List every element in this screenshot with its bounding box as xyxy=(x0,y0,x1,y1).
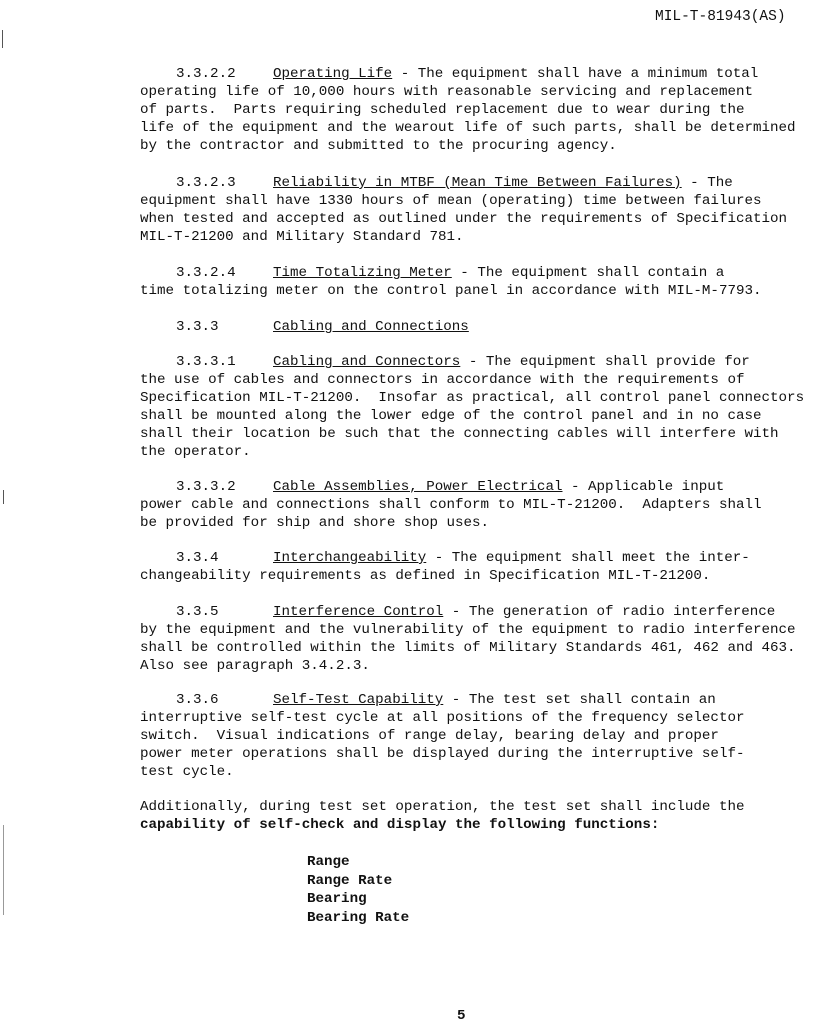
section-line: time totalizing meter on the control panel in accordance with MIL-M-7793. xyxy=(140,283,762,299)
section-line: operating life of 10,000 hours with reasonable servicing and replacement xyxy=(140,84,753,100)
section-number: 3.3.3 xyxy=(176,319,219,335)
section-3-3-6 xyxy=(140,691,830,781)
section-line: Specification MIL-T-21200. Insofar as practical, all control panel connectors xyxy=(140,390,805,406)
section-heading: Cabling and Connections xyxy=(273,319,469,335)
additional-line: capability of self-check and display the following functions: xyxy=(140,817,660,833)
section-line: - The equipment shall contain a xyxy=(451,265,725,281)
section-line: interruptive self-test cycle at all positions of the frequency selector xyxy=(140,710,745,726)
section-heading: Interchangeability xyxy=(273,550,427,566)
section-number: 3.3.3.1 xyxy=(176,354,236,370)
section-line: when tested and accepted as outlined under the requirements of Specification xyxy=(140,211,788,227)
section-number: 3.3.2.3 xyxy=(176,175,236,191)
section-line: test cycle. xyxy=(140,764,234,780)
list-item: Range xyxy=(307,854,350,870)
section-line: - The equipment shall meet the inter- xyxy=(426,550,750,566)
section-heading: Cabling and Connectors xyxy=(273,354,461,370)
section-number: 3.3.2.2 xyxy=(176,66,236,82)
page-number: 5 xyxy=(457,1008,466,1024)
section-3-3-2-2 xyxy=(140,65,830,155)
section-line: - The equipment shall provide for xyxy=(460,354,750,370)
section-3-3-3-2 xyxy=(140,478,830,532)
section-line: - The generation of radio interference xyxy=(443,604,776,620)
section-line: by the contractor and submitted to the procuring agency. xyxy=(140,138,617,154)
additional-line: Additionally, during test set operation, the test set shall include the xyxy=(140,799,745,815)
list-item: Bearing xyxy=(307,891,367,907)
section-line: power meter operations shall be displayed during the interruptive self- xyxy=(140,746,745,762)
section-line: - The test set shall contain an xyxy=(443,692,716,708)
section-3-3-5 xyxy=(140,603,830,675)
section-3-3-4 xyxy=(140,549,830,585)
section-number: 3.3.2.4 xyxy=(176,265,236,281)
section-line: shall their location be such that the connecting cables will interfere with xyxy=(140,426,779,442)
section-line: Also see paragraph 3.4.2.3. xyxy=(140,658,370,674)
section-line: the operator. xyxy=(140,444,251,460)
section-number: 3.3.4 xyxy=(176,550,219,566)
section-heading: Operating Life xyxy=(273,66,393,82)
list-item: Range Rate xyxy=(307,872,393,889)
section-line: switch. Visual indications of range delay, bearing delay and proper xyxy=(140,728,719,744)
list-item: Bearing Rate xyxy=(307,909,410,926)
section-line: life of the equipment and the wearout life of such parts, shall be determined xyxy=(140,120,796,136)
additional-paragraph xyxy=(140,798,830,834)
section-line: power cable and connections shall conform to MIL-T-21200. Adapters shall xyxy=(140,497,762,513)
section-line: shall be mounted along the lower edge of the control panel and in no case xyxy=(140,408,762,424)
section-heading: Self-Test Capability xyxy=(273,692,444,708)
section-heading: Time Totalizing Meter xyxy=(273,265,452,281)
section-number: 3.3.6 xyxy=(176,692,219,708)
section-3-3-3 xyxy=(140,318,830,336)
section-heading: Interference Control xyxy=(273,604,444,620)
section-line: be provided for ship and shore shop uses. xyxy=(140,515,490,531)
scan-mark xyxy=(3,490,4,504)
scan-mark xyxy=(2,30,3,48)
section-line: - Applicable input xyxy=(562,479,725,495)
section-number: 3.3.5 xyxy=(176,604,219,620)
document-id: MIL-T-81943(AS) xyxy=(655,9,786,25)
section-heading: Cable Assemblies, Power Electrical xyxy=(273,479,563,495)
section-line: - The equipment shall have a minimum total xyxy=(392,66,759,82)
section-heading: Reliability in MTBF (Mean Time Between Failures) xyxy=(273,175,682,191)
section-line: MIL-T-21200 and Military Standard 781. xyxy=(140,229,464,245)
section-line: equipment shall have 1330 hours of mean (operating) time between failures xyxy=(140,193,762,209)
section-line: the use of cables and connectors in accordance with the requirements of xyxy=(140,372,745,388)
section-number: 3.3.3.2 xyxy=(176,479,236,495)
section-3-3-3-1 xyxy=(140,353,830,461)
section-3-3-2-4 xyxy=(140,264,830,300)
section-line: shall be controlled within the limits of Military Standards 461, 462 and 463. xyxy=(140,640,796,656)
section-line: changeability requirements as defined in Specification MIL-T-21200. xyxy=(140,568,711,584)
section-line: - The xyxy=(681,175,733,191)
section-line: by the equipment and the vulnerability of the equipment to radio interference xyxy=(140,622,796,638)
section-3-3-2-3 xyxy=(140,174,830,246)
section-line: of parts. Parts requiring scheduled replacement due to wear during the xyxy=(140,102,745,118)
functions-list xyxy=(307,853,409,927)
scan-mark xyxy=(3,825,4,915)
